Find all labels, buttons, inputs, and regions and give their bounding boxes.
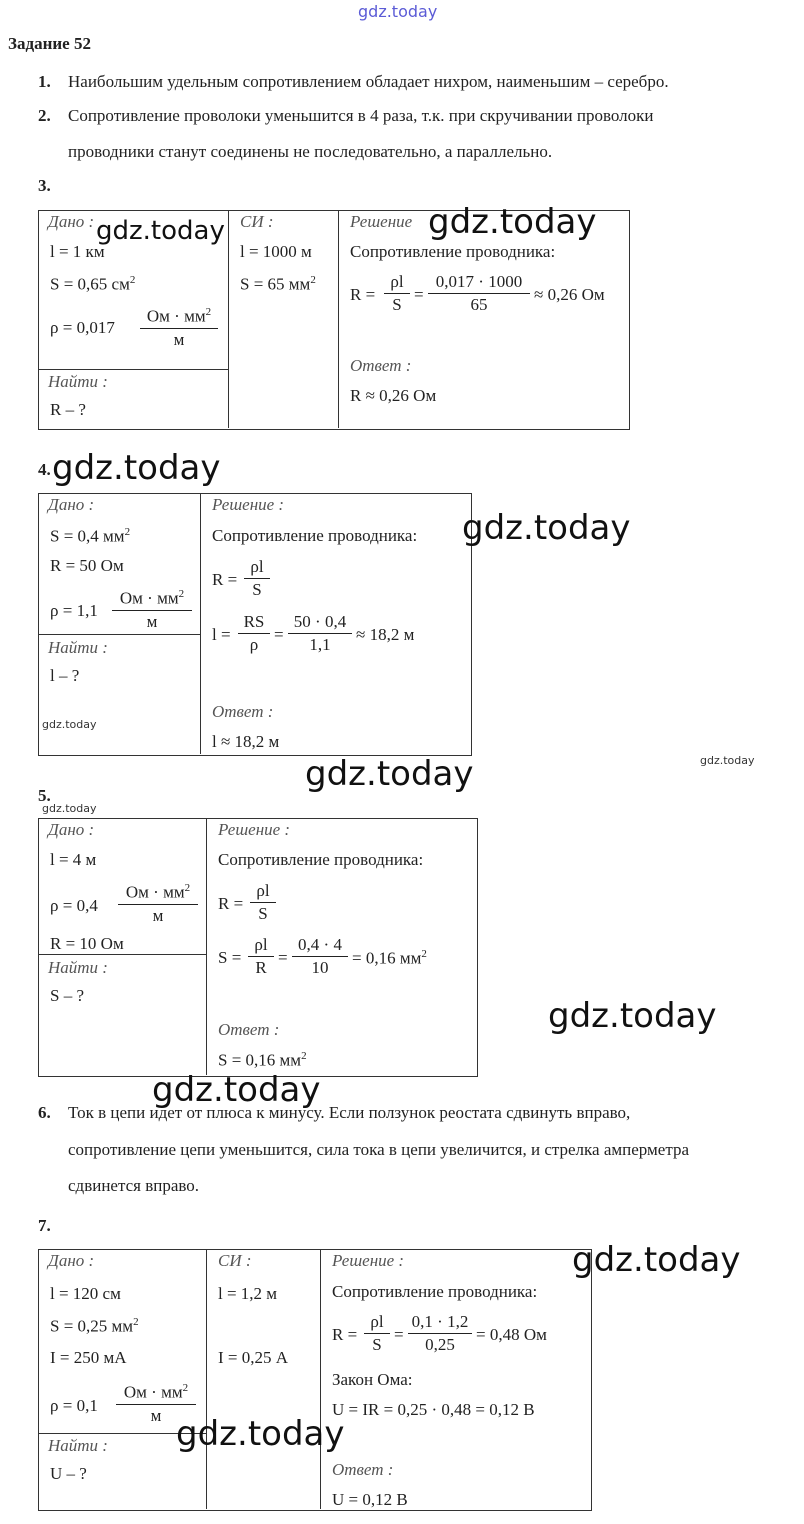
task-3-given-S: S = 0,65 $см^2$ xyxy=(50,274,136,294)
task-7-frac-2: 0,1 · 1,2 0,25 xyxy=(408,1312,472,1355)
watermark: gdz.today xyxy=(42,802,97,815)
item-2-line-1: Сопротивление проволоки уменьшится в 4 раза, т.к. при скручивании проволоки xyxy=(68,106,654,125)
task-7-eq: = xyxy=(394,1325,404,1344)
task-5-given-l: l = 4 м xyxy=(50,850,97,869)
task-4-rho-unit: Ом · $мм^2$ м xyxy=(112,588,192,632)
item-3-number: 3. xyxy=(38,176,51,195)
task-4-answer-label: Ответ : xyxy=(212,702,274,721)
task-7-ohm-law-label: Закон Ома: xyxy=(332,1370,413,1389)
task-5-eq: = xyxy=(278,948,288,967)
item-7-number: 7. xyxy=(38,1216,51,1235)
task-7-si-I: I = 0,25 А xyxy=(218,1348,289,1367)
task-4-answer: l ≈ 18,2 м xyxy=(212,732,280,751)
task-4-given-S: S = 0,4 $мм^2$ xyxy=(50,526,131,546)
task-4-given-label: Дано : xyxy=(48,495,95,514)
task-4-eq: = xyxy=(274,625,284,644)
task-3-solution-label: Решение xyxy=(350,212,413,231)
task-5-answer: S = 0,16 $мм^2$ xyxy=(218,1050,307,1070)
task-5-find: S – ? xyxy=(50,986,84,1005)
watermark: gdz.today xyxy=(42,718,97,731)
item-2-number: 2. xyxy=(38,106,51,125)
task-3-find-label: Найти : xyxy=(48,372,108,391)
task-4-formula-1-lhs: R = xyxy=(212,570,238,589)
task-4-solution-label: Решение : xyxy=(212,495,285,514)
task-5-given-label: Дано : xyxy=(48,820,95,839)
task-4-divider-h xyxy=(38,634,200,635)
task-4-formula-2-lhs: l = xyxy=(212,625,231,644)
task-5-conductor-resistance: Сопротивление проводника: xyxy=(218,850,424,869)
task-3-rho-unit: Ом · $мм^2$ м xyxy=(140,306,218,350)
task-5-rho-unit: Ом · $мм^2$ м xyxy=(118,882,198,926)
task-4-given-R: R = 50 Ом xyxy=(50,556,124,575)
task-3-conductor-resistance: Сопротивление проводника: xyxy=(350,242,556,261)
task-7-frac-1: ρl S xyxy=(364,1312,390,1355)
task-4-divider-v xyxy=(200,493,201,754)
watermark: gdz.today xyxy=(96,216,225,246)
task-7-given-rho: ρ = 0,1 xyxy=(50,1396,98,1415)
task-4-frac-3: 50 · 0,4 1,1 xyxy=(288,612,352,655)
watermark: gdz.today xyxy=(152,1070,321,1110)
task-7-result: = 0,48 Ом xyxy=(476,1325,547,1344)
item-4-number: 4. xyxy=(38,460,51,479)
task-3-answer: R ≈ 0,26 Ом xyxy=(350,386,437,405)
task-4-conductor-resistance: Сопротивление проводника: xyxy=(212,526,418,545)
task-3-divider-2 xyxy=(338,210,339,428)
task-5-frac-3: 0,4 · 4 10 xyxy=(292,935,348,978)
task-5-result: = 0,16 $мм^2$ xyxy=(352,948,427,968)
task-3-eq: = xyxy=(414,285,424,304)
watermark: gdz.today xyxy=(176,1414,345,1454)
task-3-formula-lhs: R = xyxy=(350,285,376,304)
task-3-result: ≈ 0,26 Ом xyxy=(534,285,605,304)
task-3-si-label: СИ : xyxy=(240,212,274,231)
task-7-conductor-resistance: Сопротивление проводника: xyxy=(332,1282,538,1301)
item-1-text: Наибольшим удельным сопротивлением обладает нихром, наименьшим – серебро. xyxy=(68,72,669,91)
item-6-number: 6. xyxy=(38,1103,51,1122)
task-7-given-S: S = 0,25 $мм^2$ xyxy=(50,1316,139,1336)
task-5-formula-1-lhs: R = xyxy=(218,894,244,913)
watermark: gdz.today xyxy=(428,202,597,242)
task-5-solution-label: Решение : xyxy=(218,820,291,839)
item-2-line-2: проводники станут соединены не последовательно, а параллельно. xyxy=(68,142,553,161)
task-3-find: R – ? xyxy=(50,400,86,419)
item-6-line-1: Ток в цепи идет от плюса к минусу. Если ползунок реостата сдвинуть вправо, xyxy=(68,1103,631,1122)
task-5-formula-2-lhs: S = xyxy=(218,948,242,967)
task-3-frac-2: 0,017 · 1000 65 xyxy=(428,272,530,315)
task-7-given-I: I = 250 мА xyxy=(50,1348,127,1367)
task-4-frac-2: RS ρ xyxy=(238,612,270,655)
task-3-si-l: l = 1000 м xyxy=(240,242,312,261)
task-4-find-label: Найти : xyxy=(48,638,108,657)
task-3-divider-1 xyxy=(228,210,229,428)
task-7-answer: U = 0,12 В xyxy=(332,1490,408,1509)
task-7-find-label: Найти : xyxy=(48,1436,108,1455)
task-5-frac-1: ρl S xyxy=(250,881,276,924)
watermark: gdz.today xyxy=(52,448,221,488)
task-5-divider-v xyxy=(206,818,207,1075)
item-6-line-2: сопротивление цепи уменьшится, сила тока в цепи увеличится, и стрелка амперметра xyxy=(68,1140,689,1159)
task-5-find-label: Найти : xyxy=(48,958,108,977)
watermark: gdz.today xyxy=(305,754,474,794)
watermark: gdz.today xyxy=(462,508,631,548)
task-5-frac-2: ρl R xyxy=(248,935,274,978)
item-5-number: 5. xyxy=(38,786,51,805)
task-7-find: U – ? xyxy=(50,1464,87,1483)
watermark-top: gdz.today xyxy=(358,2,438,21)
task-7-formula-lhs: R = xyxy=(332,1325,358,1344)
watermark: gdz.today xyxy=(572,1240,741,1280)
task-7-answer-label: Ответ : xyxy=(332,1460,394,1479)
task-5-divider-h xyxy=(38,954,206,955)
task-3-divider-h xyxy=(38,369,228,370)
task-3-si-S: S = 65 $мм^2$ xyxy=(240,274,316,294)
task-7-si-l: l = 1,2 м xyxy=(218,1284,278,1303)
watermark: gdz.today xyxy=(548,996,717,1036)
task-4-result: ≈ 18,2 м xyxy=(356,625,415,644)
task-title: Задание 52 xyxy=(8,34,91,53)
task-7-divider-2 xyxy=(320,1249,321,1509)
task-4-find: l – ? xyxy=(50,666,80,685)
task-7-divider-1 xyxy=(206,1249,207,1509)
task-7-given-l: l = 120 см xyxy=(50,1284,121,1303)
task-7-ohm-law: U = IR = 0,25 · 0,48 = 0,12 В xyxy=(332,1400,535,1419)
item-1-number: 1. xyxy=(38,72,51,91)
task-3-given-rho: ρ = 0,017 xyxy=(50,318,115,337)
task-3-frac-1: ρl S xyxy=(384,272,410,315)
task-3-given-label: Дано : xyxy=(48,212,95,231)
task-5-given-R: R = 10 Ом xyxy=(50,934,124,953)
task-7-rho-unit: Ом · $мм^2$ м xyxy=(116,1382,196,1426)
task-3-given-l: l = 1 км xyxy=(50,242,105,261)
task-7-si-label: СИ : xyxy=(218,1251,252,1270)
item-6-line-3: сдвинется вправо. xyxy=(68,1176,200,1195)
task-4-frac-1: ρl S xyxy=(244,557,270,600)
task-5-answer-label: Ответ : xyxy=(218,1020,280,1039)
task-7-given-label: Дано : xyxy=(48,1251,95,1270)
task-5-given-rho: ρ = 0,4 xyxy=(50,896,98,915)
task-7-solution-label: Решение : xyxy=(332,1251,405,1270)
task-3-answer-label: Ответ : xyxy=(350,356,412,375)
watermark: gdz.today xyxy=(700,754,755,767)
task-4-given-rho: ρ = 1,1 xyxy=(50,601,98,620)
